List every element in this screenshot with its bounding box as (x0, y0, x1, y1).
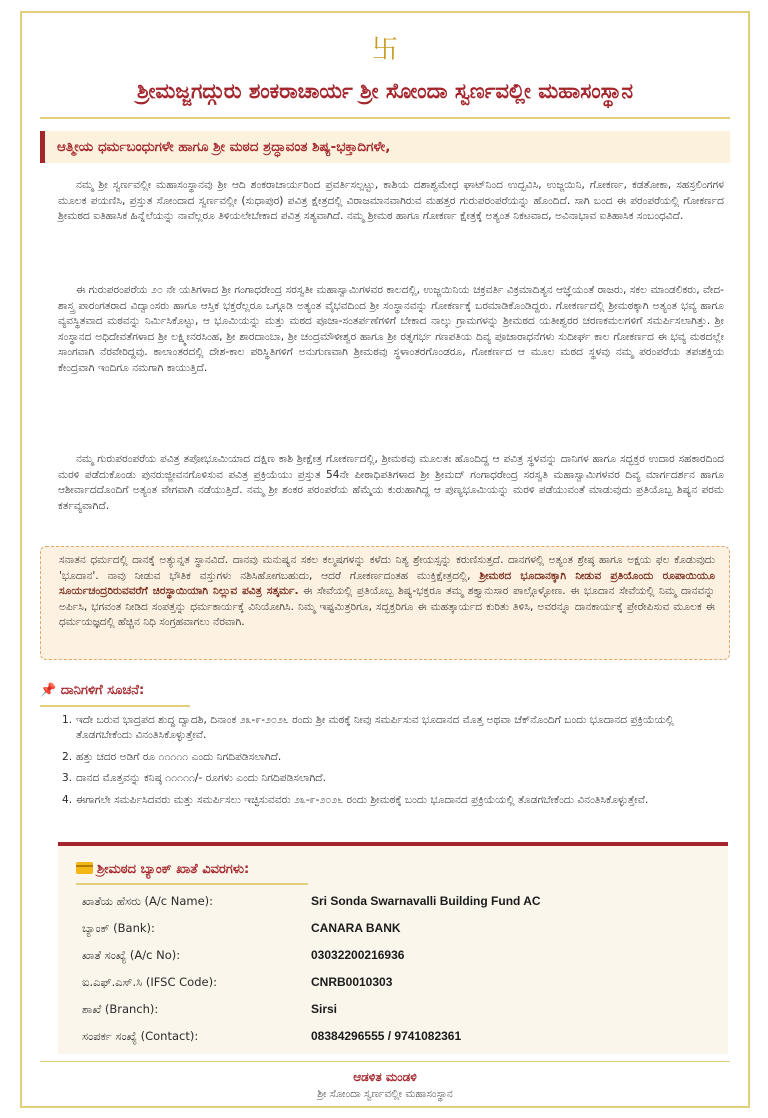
donor-notes-heading (40, 681, 144, 701)
list-item: 3. ದಾನದ ಮೊತ್ತವನ್ನು ಕನಿಷ್ಠ ೧೧೧೧೧/- ರೂಗಳು ಎಂದು ನಿಗದಿಪಡಿಸಲಾಗಿದೆ. (62, 772, 326, 785)
bank-details-heading (76, 860, 249, 880)
donation-highlight-box (40, 546, 730, 660)
bank-row-ifsc: ಐ.ಎಫ್.ಎಸ್.ಸಿ (IFSC Code): CNRB0010303 (82, 975, 393, 989)
paragraph-revival: ನಮ್ಮ ಗುರುಪರಂಪರೆಯ ಪವಿತ್ರ ತಪೋಭೂಮಿಯಾದ ದಕ್ಷಿಣ ಕಾಶಿ ಶ್ರೀಕ್ಷೇತ್ರ ಗೋಕರ್ಣದಲ್ಲಿ, ಶ್ರೀಮಠವು ಮೂಲತಃ ಹೊಂದಿದ್ದ ಆ ಪವಿತ್ರ ಸ್ಥಳವನ್ನು ದಾನಿಗಳ ಹಾಗೂ ಸದ್ಭಕ್ತರ ಉದಾರ ಸಹಕಾರದಿಂದ ಮರಳಿ ಪಡೆದುಕೊಂಡು ಪುನರುಜ್ಜೀವನಗೊಳಿಸುವ ಪವಿತ್ರ ಪ್ರಕ್ರಿಯೆಯು ಪ್ರಸ್ತುತ 54ನೇ ಪೀಠಾಧಿಪತಿಗಳಾದ ಶ್ರೀ ಶ್ರೀಮದ್ ಗಂಗಾಧರೇಂದ್ರ ಸರಸ್ವತಿ ಮಹಾಸ್ವಾಮಿಗಳವರ ದಿವ್ಯ ಮಾರ್ಗದರ್ಶನ ಹಾಗೂ ಆಶೀರ್ವಾದದೊಂದಿಗೆ ಅತ್ಯಂತ ವೇಗವಾಗಿ ನಡೆಯುತ್ತಿದೆ. ನಮ್ಮ ಶ್ರೀ ಶಂಕರ ಪರಂಪರೆಯ ಹೆಮ್ಮೆಯ ಕುರುಹಾಗಿದ್ದ ಆ ಪುಣ್ಯಭೂಮಿಯನ್ನು ಮರಳಿ ಪಡೆಯುವಂತೆ ಮಾಡುವುದು ಪ್ರತಿಯೊಬ್ಬ ಶಿಷ್ಯನ ಪರಮ ಕರ್ತವ್ಯವಾಗಿದೆ. (58, 453, 724, 512)
footer-organization: ಶ್ರೀ ಸೋಂದಾ ಸ್ವರ್ಣವಲ್ಲೀ ಮಹಾಸಂಸ್ಥಾನ (317, 1088, 453, 1100)
notes-divider (40, 705, 190, 707)
list-item: 4. ಈಗಾಗಲೇ ಸಮರ್ಪಿಸಿದವರು ಮತ್ತು ಸಮರ್ಪಿಸಲು ಇಚ್ಛಿಸುವವರು ೨೩-೯-೨೦೨೬ ರಂದು ಶ್ರೀಮಠಕ್ಕೆ ಬಂದು ಭೂದಾನದ ಪ್ರಕ್ರಿಯೆಯಲ್ಲಿ ತೊಡಗಬೇಕೆಂದು ವಿನಂತಿಸಿಕೊಳ್ಳುತ್ತೇವೆ. (62, 793, 649, 806)
highlight-text-1: ಸನಾತನ ಧರ್ಮದಲ್ಲಿ ದಾನಕ್ಕೆ ಅತ್ಯುನ್ನತ ಸ್ಥಾನವಿದೆ. ದಾನವು ಮನುಷ್ಯನ ಸಕಲ ಕಲ್ಮಷಗಳನ್ನು ಕಳೆದು ನಿತ್ಯ ಶ್ರೇಯಸ್ಸನ್ನು ಕರುಣಿಸುತ್ತದೆ. ದಾನಗಳಲ್ಲಿ ಅತ್ಯಂತ ಶ್ರೇಷ್ಠ ಹಾಗೂ ಅಕ್ಷಯ ಫಲ ಕೊಡುವುದು 'ಭೂದಾನ'. ನಾವು ನೀಡುವ ಭೌತಿಕ ವಸ್ತುಗಳು ನಶಿಸಿಹೋಗಬಹುದು, ಆದರೆ ಗೋಕರ್ಣದಂತಹ ಮುಕ್ತಿಕ್ಷೇತ್ರದಲ್ಲಿ, (59, 554, 715, 582)
swastika-emblem-icon: 卐 (371, 35, 398, 65)
title-divider (40, 117, 730, 119)
footer-divider (40, 1061, 730, 1062)
salutation-banner: ಆತ್ಮೀಯ ಧರ್ಮಬಂಧುಗಳೇ ಹಾಗೂ ಶ್ರೀ ಮಠದ ಶ್ರದ್ಧಾವಂತ ಶಿಷ್ಯ-ಭಕ್ತಾದಿಗಳೇ, (40, 131, 730, 163)
donor-notes-list (62, 713, 708, 814)
bank-row-contact: ಸಂಪರ್ಕ ಸಂಖ್ಯೆ (Contact): 08384296555 / 9741082361 (82, 1029, 462, 1043)
bank-row-bank: ಬ್ಯಾಂಕ್ (Bank): CANARA BANK (82, 921, 401, 935)
bank-row-account-number: ಖಾತೆ ಸಂಖ್ಯೆ (A/c No): 03032200216936 (82, 948, 405, 962)
list-item: 2. ಹತ್ತು ಚದರ ಅಡಿಗೆ ರೂ ೧೧೧೧೧ ಎಂದು ನಿಗದಿಪಡಿಸಲಾಗಿದೆ. (62, 750, 282, 763)
bank-details-title: ಶ್ರೀಮಠದ ಬ್ಯಾಂಕ್ ಖಾತೆ ವಿವರಗಳು: (97, 862, 250, 877)
pushpin-icon: 📌 (40, 683, 57, 698)
donor-notes-title: ದಾನಿಗಳಿಗೆ ಸೂಚನೆ: (60, 683, 145, 698)
bank-details-box (58, 842, 728, 1054)
paragraph-history: ನಮ್ಮ ಶ್ರೀ ಸ್ವರ್ಣವಲ್ಲೀ ಮಹಾಸಂಸ್ಥಾನವು ಶ್ರೀ ಆದಿ ಶಂಕರಾಚಾರ್ಯರಿಂದ ಪ್ರವರ್ತಿಸಲ್ಪಟ್ಟು, ಕಾಶಿಯ ದಶಾಶ್ವಮೇಧ ಘಾಟ್‌ನಿಂದ ಉದ್ಭವಿಸಿ, ಉಜ್ಜಯಿನಿ, ಗೋಕರ್ಣ, ಕಡತೋಕಾ, ಸಹಸ್ರಲಿಂಗಗಳ ಮೂಲಕ ಪಯಣಿಸಿ, ಪ್ರಸ್ತುತ ಸೋಂದಾದ ಸ್ವರ್ಣವಲ್ಲೀ (ಸುಧಾಪುರ) ಪವಿತ್ರ ಕ್ಷೇತ್ರದಲ್ಲಿ ವಿರಾಜಮಾನವಾಗಿರುವ ಮಹತ್ತರ ಗುರುಪರಂಪರೆಯನ್ನು ಹೊಂದಿದೆ. ಸಾಗಿ ಬಂದ ಈ ಪರಂಪರೆಯಲ್ಲಿ ಗೋಕರ್ಣದ ಶ್ರೀಮಠದ ಐತಿಹಾಸಿಕ ಹಿನ್ನೆಲೆಯನ್ನು ನಾವೆಲ್ಲರೂ ತಿಳಿಯಲೇಬೇಕಾದ ಪವಿತ್ರ ಸತ್ಯವಾಗಿದೆ. ನಮ್ಮ ಶ್ರೀಮಠ ಹಾಗೂ ಗೋಕರ್ಣ ಕ್ಷೇತ್ರಕ್ಕೆ ಅತ್ಯಂತ ನಿಕಟವಾದ, ಅವಿನಾಭಾವ ಐತಿಹಾಸಿಕ ಸಂಬಂಧವಿದೆ. (58, 179, 724, 223)
page-title: ಶ್ರೀಮಜ್ಜಗದ್ಗುರು ಶಂಕರಾಚಾರ್ಯ ಶ್ರೀ ಸೋಂದಾ ಸ್ವರ್ಣವಲ್ಲೀ ಮಹಾಸಂಸ್ಥಾನ (136, 78, 634, 103)
list-item: 1. ಇದೇ ಬರುವ ಭಾದ್ರಪದ ಶುದ್ಧ ದ್ವಾದಶಿ, ದಿನಾಂಕ ೨೩-೯-೨೦೨೬ ರಂದು ಶ್ರೀ ಮಠಕ್ಕೆ ನೀವು ಸಮರ್ಪಿಸುವ ಭೂದಾನದ ಮೊತ್ತ ಅಥವಾ ಚೆಕ್‌ನೊಂದಿಗೆ ಬಂದು ಭೂದಾನದ ಪ್ರಕ್ರಿಯೆಯಲ್ಲಿ ತೊಡಗಬೇಕೆಂದು ವಿನಂತಿಸಿಕೊಳ್ಳುತ್ತೇವೆ. (62, 714, 674, 742)
letter-page (20, 11, 750, 1108)
bank-row-branch: ಶಾಖೆ (Branch): Sirsi (82, 1002, 338, 1016)
bank-divider (76, 883, 308, 885)
credit-card-icon (76, 862, 93, 874)
footer-signatory: ಆಡಳಿತ ಮಂಡಳಿ (353, 1070, 417, 1084)
highlight-text-2: ಈ ಸೇವೆಯಲ್ಲಿ ಪ್ರತಿಯೊಬ್ಬ ಶಿಷ್ಯ-ಭಕ್ತರೂ ತಮ್ಮ ಶಕ್ತ್ಯಾನುಸಾರ ಪಾಲ್ಗೊಳ್ಳೋಣ. ಈ ಭೂದಾನ ಸೇವೆಯಲ್ಲಿ ನಿಮ್ಮ ದಾನವನ್ನು ಅರ್ಪಿಸಿ, ಭಗವಂತ ನೀಡಿದ ಸಂಪತ್ತನ್ನು ಧರ್ಮಕಾರ್ಯಕ್ಕೆ ವಿನಿಯೋಗಿಸಿ. ನಿಮ್ಮ ಇಷ್ಟಮಿತ್ರರಿಗೂ, ಸದ್ಭಕ್ತರಿಗೂ ಈ ಮಹತ್ಕಾರ್ಯದ ಕುರಿತು ತಿಳಿಸಿ, ಅವರನ್ನೂ ದಾನಕಾರ್ಯಕ್ಕೆ ಪ್ರೇರೇಪಿಸುವ ಮೂಲಕ ಈ ಧರ್ಮಯಜ್ಞದಲ್ಲಿ ಹೆಚ್ಚಿನ ನಿಧಿ ಸಂಗ್ರಹವಾಗಲು ನೆರವಾಗಿ. (59, 585, 715, 629)
paragraph-gokarna: ಈ ಗುರುಪರಂಪರೆಯ ೨೦ ನೇ ಯತಿಗಳಾದ ಶ್ರೀ ಗಂಗಾಧರೇಂದ್ರ ಸರಸ್ವತೀ ಮಹಾಸ್ವಾಮಿಗಳವರ ಕಾಲದಲ್ಲಿ, ಉಜ್ಜಯಿನಿಯ ಚಕ್ರವರ್ತಿ ವಿಕ್ರಮಾದಿತ್ಯನ ಆಜ್ಞೆಯಂತೆ ರಾಜರು, ಸಕಲ ಮಾಂಡಲಿಕರು, ವೇದ-ಶಾಸ್ತ್ರ ಪಾರಂಗತರಾದ ವಿದ್ವಾಂಸರು ಹಾಗೂ ಆಸ್ತಿಕ ಭಕ್ತರೆಲ್ಲರೂ ಒಗ್ಗೂಡಿ ಅತ್ಯಂತ ವೈಭವದಿಂದ ಶ್ರೀ ಸಂಸ್ಥಾನವನ್ನು ಗೋಕರ್ಣಕ್ಕೆ ಬರಮಾಡಿಕೊಂಡಿದ್ದರು. ಗೋಕರ್ಣದಲ್ಲಿ ಶ್ರೀಮಠಕ್ಕಾಗಿ ಅತ್ಯಂತ ಭವ್ಯ ಹಾಗೂ ವ್ಯವಸ್ಥಿತವಾದ ಮಠವನ್ನು ನಿರ್ಮಿಸಿಕೊಟ್ಟು, ಆ ಭೂಮಿಯನ್ನು ಮತ್ತು ಮಠದ ಪೂಜಾ-ಸಂತರ್ಪಣೆಗಳಿಗೆ ಬೇಕಾದ ನಾಲ್ಕು ಗ್ರಾಮಗಳನ್ನು ಶ್ರೀಮಠದ ಯತೀಶ್ವರರ ಚರಣಕಮಲಗಳಿಗೆ ಸಮರ್ಪಿಸಲಾಗಿತ್ತು. ಶ್ರೀ ಸಂಸ್ಥಾನದ ಅಧಿದೇವತೆಗಳಾದ ಶ್ರೀ ಲಕ್ಷ್ಮೀನರಸಿಂಹ, ಶ್ರೀ ಶಾರದಾಂಬಾ, ಶ್ರೀ ಚಂದ್ರಮೌಳೀಶ್ವರ ಹಾಗೂ ಶ್ರೀ ರತ್ನಗರ್ಭ ಗಣಪತಿಯ ದಿವ್ಯ ಪೂಜಾರಾಧನೆಗಳು ಸುದೀರ್ಘ ಕಾಲ ಗೋಕರ್ಣದ ಈ ಭವ್ಯ ಮಠದಲ್ಲೇ ಸಾಂಗವಾಗಿ ನೆರವೇರಿದ್ದವು. ಕಾಲಾಂತರದಲ್ಲಿ ದೇಶ-ಕಾಲ ಪರಿಸ್ಥಿತಿಗಳಿಗೆ ಅನುಗುಣವಾಗಿ ಶ್ರೀಮಠವು ಸ್ಥಳಾಂತರಗೊಂಡರೂ, ಗೋಕರ್ಣದ ಆ ಮೂಲ ಮಠದ ಸ್ಥಳವು ನಮ್ಮ ಪರಂಪರೆಯ ತಪಃಶಕ್ತಿಯ ಕೇಂದ್ರವಾಗಿ ಇಂದಿಗೂ ನಮಗಾಗಿ ಕಾಯುತ್ತಿದೆ. (58, 284, 724, 374)
bank-row-account-name: ಖಾತೆಯ ಹೆಸರು (A/c Name): Sri Sonda Swarnavalli Building Fund AC (82, 894, 541, 908)
highlight-bold-text: ಶ್ರೀಮಠದ ಭೂದಾನಕ್ಕಾಗಿ ನೀಡುವ ಪ್ರತಿಯೊಂದು ರೂಪಾಯಿಯೂ ಸೂರ್ಯಚಂದ್ರರಿರುವವರೆಗೆ ಚಿರಸ್ಥಾಯಿಯಾಗಿ ನಿಲ್ಲುವ ಪವಿತ್ರ ಸತ್ಕರ್ಮ. (59, 569, 715, 598)
